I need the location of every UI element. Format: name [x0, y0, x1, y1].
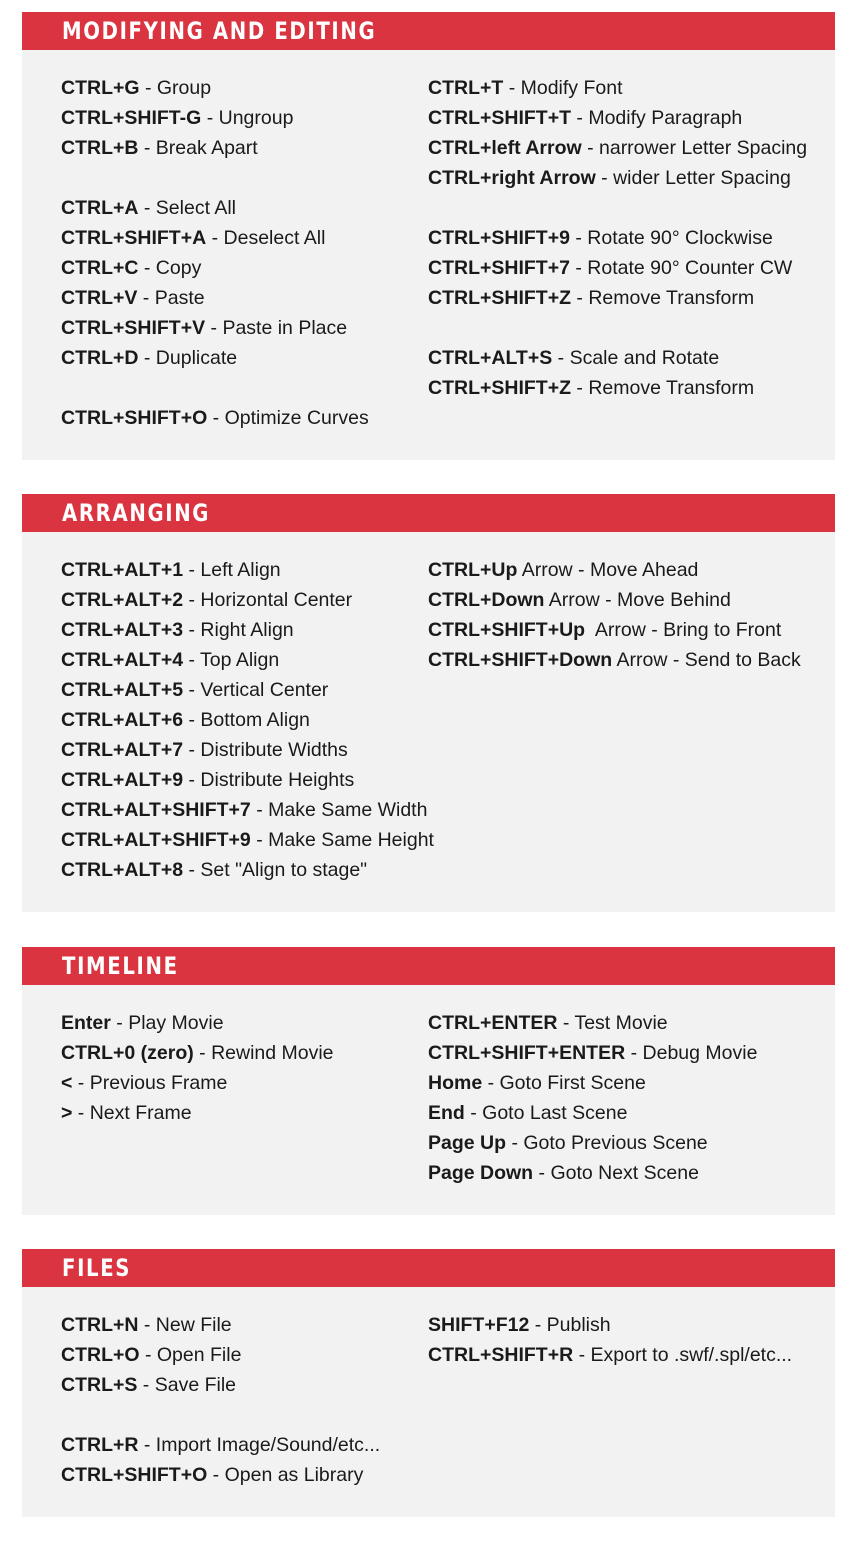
shortcut-item: [428, 585, 801, 615]
shortcut-key: CTRL+ALT+2: [61, 589, 184, 611]
shortcut-key: CTRL+ALT+4: [61, 649, 184, 671]
shortcut-description: - Remove Transform: [571, 377, 755, 399]
shortcut-description: - Play Movie: [110, 1012, 224, 1034]
shortcut-column-left: [61, 73, 369, 433]
shortcut-description: - Open File: [139, 1344, 242, 1366]
shortcut-item: [61, 313, 369, 343]
shortcut-key: CTRL+ALT+3: [61, 619, 184, 641]
shortcut-key: CTRL+SHIFT+Down: [428, 649, 613, 671]
spacer-line: [428, 313, 807, 343]
shortcut-key: CTRL+ALT+S: [428, 347, 553, 369]
section-header: [22, 1249, 835, 1287]
shortcut-item: [61, 825, 434, 855]
shortcut-key: CTRL+SHIFT+O: [61, 407, 208, 429]
shortcut-key: Page Up: [428, 1132, 507, 1154]
shortcut-key: CTRL+ALT+5: [61, 679, 184, 701]
shortcut-key: CTRL+V: [61, 287, 138, 309]
shortcut-column-right: [428, 73, 807, 403]
shortcut-description: - Paste in Place: [205, 317, 348, 339]
shortcut-key: CTRL+SHIFT+Z: [428, 377, 572, 399]
shortcut-key: CTRL+D: [61, 347, 139, 369]
shortcut-key: CTRL+ALT+9: [61, 769, 184, 791]
shortcut-description: - Optimize Curves: [207, 407, 369, 429]
shortcut-item: [428, 163, 807, 193]
shortcut-description: - Vertical Center: [183, 679, 329, 701]
shortcut-item: [61, 1038, 334, 1068]
shortcut-item: [428, 283, 807, 313]
shortcut-description: - Publish: [529, 1314, 611, 1336]
shortcut-key: CTRL+SHIFT+Z: [428, 287, 572, 309]
shortcut-description: - Rewind Movie: [193, 1042, 334, 1064]
shortcut-key: CTRL+R: [61, 1434, 139, 1456]
shortcut-item: [428, 373, 807, 403]
shortcut-key: SHIFT+F12: [428, 1314, 530, 1336]
shortcut-description: - Test Movie: [557, 1012, 668, 1034]
shortcut-item: [428, 73, 807, 103]
shortcut-item: [428, 1158, 757, 1188]
shortcut-key: CTRL+SHIFT+Up: [428, 619, 586, 641]
shortcut-key: CTRL+B: [61, 137, 139, 159]
shortcut-description: - Debug Movie: [625, 1042, 758, 1064]
shortcut-description: Arrow - Bring to Front: [585, 619, 782, 641]
shortcut-key: CTRL+0 (zero): [61, 1042, 194, 1064]
shortcut-description: - Bottom Align: [183, 709, 310, 731]
shortcut-item: [61, 765, 434, 795]
shortcut-item: [61, 253, 369, 283]
shortcut-item: [61, 1460, 380, 1490]
shortcut-item: [428, 645, 801, 675]
shortcut-item: [428, 103, 807, 133]
shortcut-description: - Goto Last Scene: [464, 1102, 628, 1124]
shortcut-description: Arrow - Move Behind: [544, 589, 731, 611]
shortcut-key: CTRL+SHIFT+T: [428, 107, 572, 129]
shortcut-item: [61, 133, 369, 163]
shortcut-item: [61, 1068, 334, 1098]
shortcut-description: Arrow - Send to Back: [612, 649, 801, 671]
shortcut-key: CTRL+G: [61, 77, 140, 99]
shortcut-item: [61, 675, 434, 705]
shortcut-item: [61, 735, 434, 765]
shortcut-item: [61, 795, 434, 825]
shortcut-item: [61, 193, 369, 223]
shortcut-key: CTRL+ALT+6: [61, 709, 184, 731]
shortcut-item: [428, 1008, 757, 1038]
shortcut-item: [428, 1068, 757, 1098]
section-header: [22, 494, 835, 532]
shortcut-description: - Goto Previous Scene: [506, 1132, 708, 1154]
shortcut-key: CTRL+ALT+SHIFT+7: [61, 799, 251, 821]
shortcut-key: CTRL+SHIFT+O: [61, 1464, 208, 1486]
shortcut-item: [61, 1370, 380, 1400]
shortcut-description: - Scale and Rotate: [552, 347, 720, 369]
shortcut-description: - Make Same Width: [250, 799, 428, 821]
shortcut-key: CTRL+SHIFT+ENTER: [428, 1042, 626, 1064]
shortcut-description: - Import Image/Sound/etc...: [138, 1434, 381, 1456]
shortcut-key: CTRL+ALT+1: [61, 559, 184, 581]
shortcut-description: - narrower Letter Spacing: [581, 137, 808, 159]
section-arranging: [22, 494, 835, 912]
shortcut-item: [61, 615, 434, 645]
shortcut-item: [428, 133, 807, 163]
shortcut-item: [428, 1340, 792, 1370]
shortcut-description: - Left Align: [183, 559, 281, 581]
spacer-line: [61, 163, 369, 193]
shortcut-key: CTRL+S: [61, 1374, 138, 1396]
shortcut-item: [61, 403, 369, 433]
spacer-line: [428, 193, 807, 223]
shortcut-column-left: [61, 1008, 334, 1128]
shortcut-description: - Make Same Height: [250, 829, 434, 851]
shortcut-description: - wider Letter Spacing: [595, 167, 791, 189]
shortcut-description: - Duplicate: [138, 347, 238, 369]
shortcut-key: End: [428, 1102, 465, 1124]
shortcut-description: - Group: [139, 77, 212, 99]
shortcut-description: - Distribute Widths: [183, 739, 348, 761]
shortcut-key: CTRL+Down: [428, 589, 545, 611]
shortcut-description: - Distribute Heights: [183, 769, 355, 791]
section-title: TIMELINE: [62, 952, 179, 980]
shortcut-key: CTRL+ALT+SHIFT+9: [61, 829, 251, 851]
shortcut-item: [61, 855, 434, 885]
shortcut-key: CTRL+T: [428, 77, 504, 99]
shortcut-description: - Horizontal Center: [183, 589, 353, 611]
shortcut-key: >: [61, 1102, 73, 1124]
shortcut-description: - Set "Align to stage": [183, 859, 368, 881]
shortcut-description: - Goto Next Scene: [533, 1162, 699, 1184]
shortcut-description: - Open as Library: [207, 1464, 364, 1486]
spacer-line: [61, 373, 369, 403]
shortcut-key: Enter: [61, 1012, 111, 1034]
shortcut-description: - Break Apart: [138, 137, 258, 159]
shortcut-item: [61, 555, 434, 585]
shortcut-description: - Goto First Scene: [482, 1072, 646, 1094]
shortcut-description: - Rotate 90° Clockwise: [569, 227, 773, 249]
shortcut-item: [61, 1310, 380, 1340]
section-files: [22, 1249, 835, 1517]
spacer-line: [61, 1400, 380, 1430]
shortcut-description: - Modify Font: [503, 77, 623, 99]
shortcut-item: [61, 283, 369, 313]
shortcut-column-left: [61, 1310, 380, 1490]
shortcut-key: CTRL+A: [61, 197, 139, 219]
shortcut-item: [61, 103, 369, 133]
shortcut-item: [428, 1098, 757, 1128]
shortcut-description: - Paste: [137, 287, 205, 309]
shortcut-item: [61, 1430, 380, 1460]
shortcut-key: CTRL+SHIFT+V: [61, 317, 206, 339]
shortcut-description: - Copy: [138, 257, 202, 279]
section-header: [22, 12, 835, 50]
shortcut-description: Arrow - Move Ahead: [517, 559, 699, 581]
shortcut-key: CTRL+SHIFT+9: [428, 227, 570, 249]
section-title: FILES: [62, 1254, 132, 1282]
shortcut-key: CTRL+left Arrow: [428, 137, 582, 159]
shortcut-description: - Top Align: [183, 649, 280, 671]
shortcut-item: [61, 1008, 334, 1038]
shortcut-key: CTRL+SHIFT+R: [428, 1344, 574, 1366]
shortcut-item: [428, 223, 807, 253]
shortcut-key: CTRL+right Arrow: [428, 167, 596, 189]
shortcut-description: - Select All: [138, 197, 237, 219]
shortcut-item: [61, 223, 369, 253]
shortcut-item: [428, 555, 801, 585]
section-modifying-and-editing: [22, 12, 835, 460]
shortcut-key: CTRL+Up: [428, 559, 518, 581]
shortcut-description: - Rotate 90° Counter CW: [569, 257, 793, 279]
section-title: MODIFYING AND EDITING: [62, 17, 377, 45]
shortcut-column-right: [428, 1310, 792, 1370]
shortcut-item: [428, 343, 807, 373]
shortcut-item: [428, 253, 807, 283]
section-header: [22, 947, 835, 985]
shortcut-description: - Deselect All: [206, 227, 326, 249]
shortcut-description: - Previous Frame: [72, 1072, 228, 1094]
shortcut-item: [61, 1340, 380, 1370]
shortcut-key: CTRL+C: [61, 257, 139, 279]
shortcut-description: - Right Align: [183, 619, 294, 641]
shortcut-item: [428, 1038, 757, 1068]
shortcut-item: [61, 73, 369, 103]
shortcut-key: CTRL+SHIFT-G: [61, 107, 202, 129]
shortcut-item: [61, 645, 434, 675]
shortcut-column-left: [61, 555, 434, 885]
shortcut-key: Home: [428, 1072, 483, 1094]
shortcut-description: - Next Frame: [72, 1102, 192, 1124]
shortcut-item: [61, 705, 434, 735]
shortcut-key: CTRL+SHIFT+A: [61, 227, 207, 249]
shortcut-key: CTRL+ALT+7: [61, 739, 184, 761]
shortcut-key: CTRL+ALT+8: [61, 859, 184, 881]
shortcut-key: CTRL+O: [61, 1344, 140, 1366]
shortcut-item: [428, 1128, 757, 1158]
shortcut-description: - Remove Transform: [571, 287, 755, 309]
shortcut-key: CTRL+SHIFT+7: [428, 257, 570, 279]
shortcut-description: - Export to .swf/.spl/etc...: [573, 1344, 793, 1366]
shortcut-column-right: [428, 1008, 757, 1188]
shortcut-item: [61, 585, 434, 615]
section-timeline: [22, 947, 835, 1215]
shortcut-item: [61, 1098, 334, 1128]
section-title: ARRANGING: [62, 499, 211, 527]
shortcut-item: [428, 615, 801, 645]
shortcut-key: CTRL+ENTER: [428, 1012, 558, 1034]
shortcut-description: - Modify Paragraph: [571, 107, 743, 129]
shortcut-key: <: [61, 1072, 73, 1094]
shortcut-key: CTRL+N: [61, 1314, 139, 1336]
shortcut-description: - New File: [138, 1314, 232, 1336]
shortcut-key: Page Down: [428, 1162, 534, 1184]
shortcut-item: [428, 1310, 792, 1340]
shortcut-description: - Ungroup: [201, 107, 294, 129]
shortcut-item: [61, 343, 369, 373]
shortcut-description: - Save File: [137, 1374, 237, 1396]
shortcut-column-right: [428, 555, 801, 675]
